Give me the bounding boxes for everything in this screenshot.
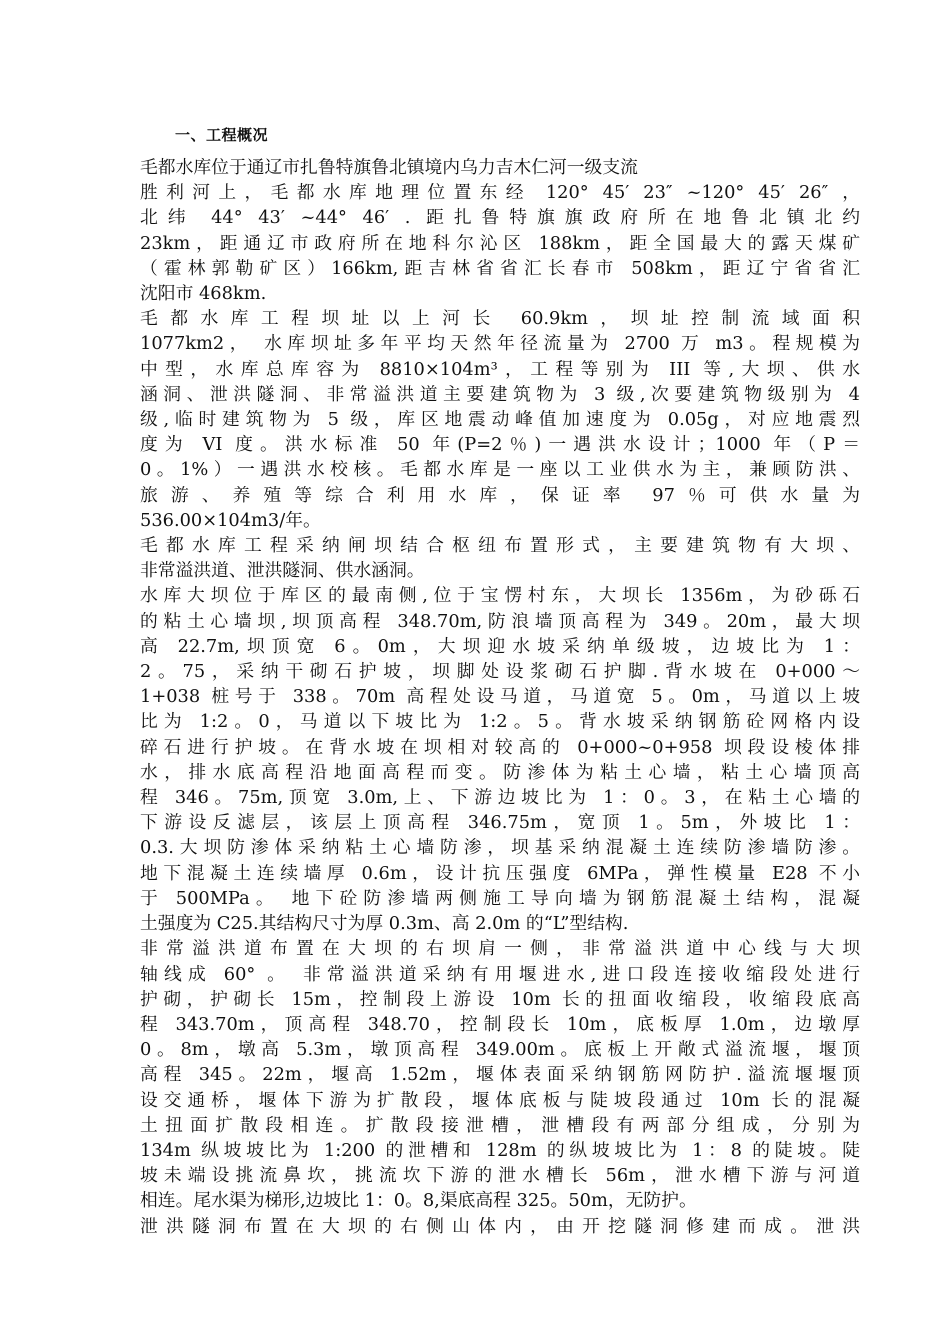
text-line: 1+038 桩号于 338。70m 高程处设马道，马道宽 5。0m，马道以上坡: [140, 686, 860, 708]
body-text: [140, 155, 860, 1239]
text-line: 比为 1:2。0，马道以下坡比为 1:2。5。背水坡采纳钢筋砼网格内设: [140, 711, 860, 733]
paragraph: [140, 936, 860, 1213]
text-line: 旅游、养殖等综合利用水库，保证率 97％可供水量为: [140, 484, 860, 506]
text-line: 1077km2， 水库坝址多年平均天然年径流量为 2700 万 m3。程规模为: [140, 333, 860, 355]
text-line: 毛都水库位于通辽市扎鲁特旗鲁北镇境内乌力吉木仁河一级支流: [140, 157, 638, 178]
text-line: 北纬 44° 43′ ~44° 46′ . 距扎鲁特旗旗政府所在地鲁北镇北约: [140, 207, 860, 229]
text-line: 0.3.大坝防渗体采纳粘土心墙防渗，坝基采纳混凝土连续防渗墙防渗。: [140, 837, 860, 859]
text-line: 下游设反滤层，该层上顶高程 346.75m，宽顶 1。5m，外坡比 1：: [140, 812, 860, 834]
text-line: 土扭面扩散段相连。扩散段接泄槽，泄槽段有两部分组成，分别为: [140, 1114, 860, 1136]
text-line: 护砌，护砌长 15m，控制段上游设 10m 长的扭面收缩段，收缩段底高: [140, 988, 860, 1010]
text-line: 536.00×104m3/年。: [140, 509, 321, 531]
text-line: 134m 纵坡坡比为 1:200 的泄槽和 128m 的纵坡坡比为 1：8 的陡坡。陡: [140, 1139, 860, 1161]
text-line: 程 343.70m，顶高程 348.70，控制段长 10m，底板厚 1.0m，边墩厚: [140, 1013, 860, 1035]
text-line: 沈阳市 468km.: [140, 283, 267, 305]
paragraph: [140, 306, 860, 533]
text-line: 0。8m，墩高 5.3m，墩顶高程 349.00m。底板上开敞式溢流堰，堰顶: [140, 1039, 860, 1061]
text-line: 程 346。75m,顶宽 3.0m,上、下游边坡比为 1：0。3，在粘土心墙的: [140, 787, 860, 809]
text-line: 地下混凝土连续墙厚 0.6m，设计抗压强度 6MPa，弹性模量 E28 不小: [140, 862, 860, 884]
text-line: 涵洞、泄洪隧洞、非常溢洪道主要建筑物为 3 级,次要建筑物级别为 4: [140, 383, 860, 405]
text-line: 度为 VI 度。洪水标准 50 年(P=2％)一遇洪水设计；1000 年（P＝: [140, 434, 860, 456]
text-line: 水库大坝位于库区的最南侧,位于宝愣村东，大坝长 1356m，为砂砾石: [140, 585, 860, 607]
text-line: 泄洪隧洞布置在大坝的右侧山体内，由开挖隧洞修建而成。泄洪: [140, 1215, 860, 1237]
text-line: 级,临时建筑物为 5 级，库区地震动峰值加速度为 0.05g，对应地震烈: [140, 409, 860, 431]
text-line: 0。1%）一遇洪水校核。毛都水库是一座以工业供水为主，兼顾防洪、: [140, 459, 860, 481]
paragraph: [140, 155, 860, 306]
text-line: 非常溢洪道、泄洪隧洞、供水涵洞。: [140, 560, 425, 582]
paragraph: [140, 583, 860, 936]
text-line: 毛都水库工程采纳闸坝结合枢纽布置形式，主要建筑物有大坝、: [140, 535, 860, 557]
text-line: 于 500MPa。 地下砼防渗墙两侧施工导向墙为钢筋混凝土结构，混凝: [140, 887, 860, 909]
text-line: 设交通桥，堰体下游为扩散段，堰体底板与陡坡段通过 10m 长的混凝: [140, 1089, 860, 1111]
text-line: （霍林郭勒矿区）166km,距吉林省省汇长春市 508km，距辽宁省省汇: [140, 257, 860, 279]
text-line: 胜利河上，毛都水库地理位置东经 120° 45′ 23″ ~120° 45′ 26″ ，: [140, 182, 860, 204]
paragraph: [140, 533, 860, 583]
text-line: 高 22.7m,坝顶宽 6。0m，大坝迎水坡采纳单级坡，边坡比为 1：: [140, 635, 860, 657]
text-line: 土强度为 C25.其结构尺寸为厚 0.3m、高 2.0m 的“L”型结构.: [140, 913, 629, 935]
section-heading: 一、工程概况: [175, 126, 269, 144]
text-line: 的粘土心墙坝,坝顶高程 348.70m,防浪墙顶高程为 349。20m，最大坝: [140, 610, 860, 632]
text-line: 水，排水底高程沿地面高程而变。防渗体为粘土心墙，粘土心墙顶高: [140, 761, 860, 783]
text-line: 坡未端设挑流鼻坎，挑流坎下游的泄水槽长 56m，泄水槽下游与河道: [140, 1165, 860, 1187]
paragraph: [140, 1214, 860, 1239]
text-line: 毛都水库工程坝址以上河长 60.9km，坝址控制流域面积: [140, 308, 860, 330]
text-line: 碎石进行护坡。在背水坡在坝相对较高的 0+000~0+958 坝段设棱体排: [140, 736, 860, 758]
text-line: 相连。尾水渠为梯形,边坡比 1：0。8,渠底高程 325。50m，无防护。: [140, 1190, 697, 1212]
text-line: 高程 345。22m，堰高 1.52m，堰体表面采纳钢筋网防护.溢流堰堰顶: [140, 1064, 860, 1086]
text-line: 23km，距通辽市政府所在地科尔沁区 188km，距全国最大的露天煤矿: [140, 232, 860, 254]
text-line: 轴线成 60° 。 非常溢洪道采纳有用堰进水,进口段连接收缩段处进行: [140, 963, 860, 985]
text-line: 非常溢洪道布置在大坝的右坝肩一侧，非常溢洪道中心线与大坝: [140, 938, 860, 960]
text-line: 中型，水库总库容为 8810×104m³，工程等别为 III 等,大坝、供水: [140, 358, 860, 380]
text-line: 2。75，采纳干砌石护坡，坝脚处设浆砌石护脚.背水坡在 0+000～: [140, 661, 860, 683]
